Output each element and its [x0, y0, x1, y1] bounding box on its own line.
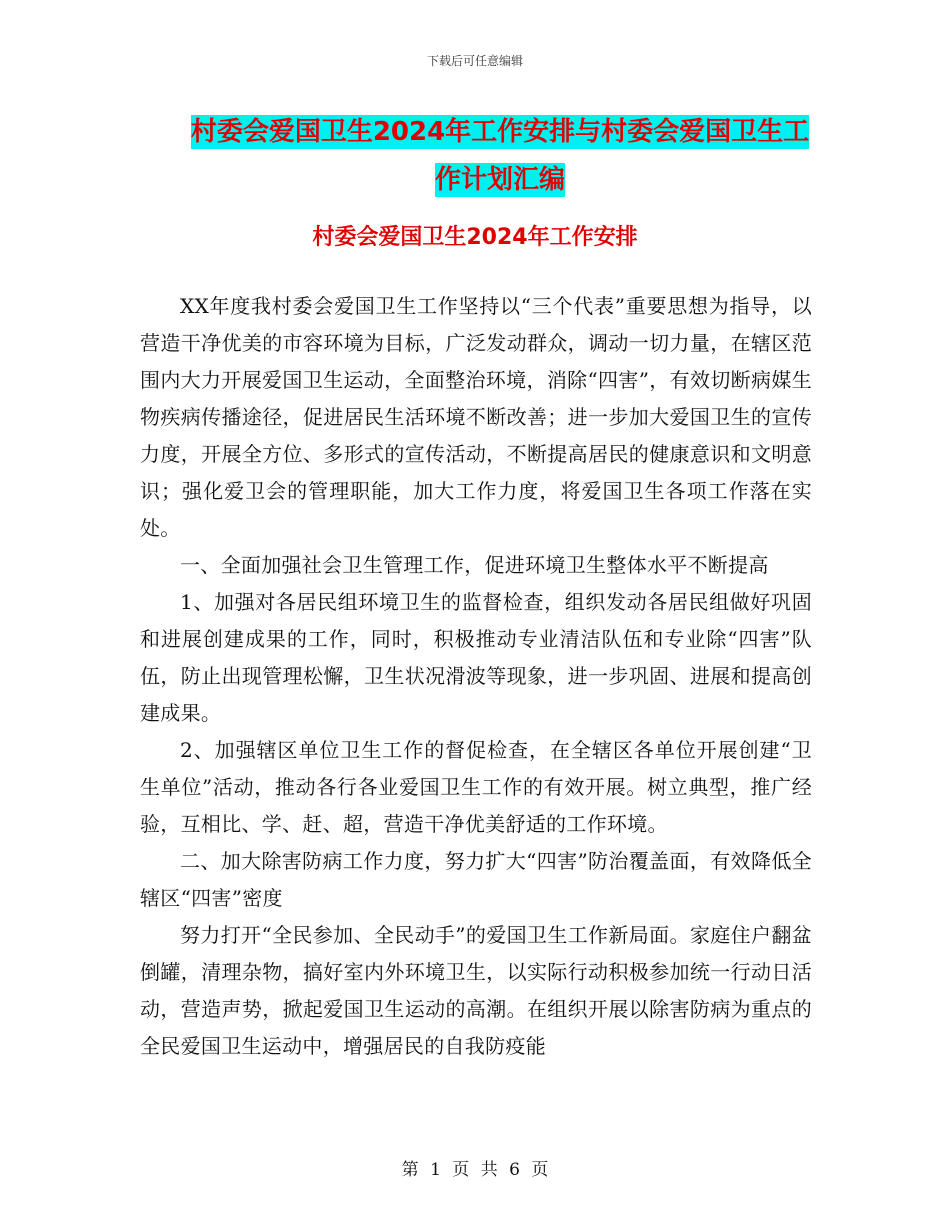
paragraph-intro: XX年度我村委会爱国卫生工作坚持以“三个代表”重要思想为指导，以营造干净优美的市容环境为目标，广泛发动群众，调动一切力量，在辖区范围内大力开展爱国卫生运动，全面整治环境，消除“四害”，有效切断病媒生物疾病传播途径，促进居民生活环境不断改善；进一步加大爱国卫生的宣传力度，开展全方位、多形式的宣传活动，不断提高居民的健康意识和文明意识；强化爱卫会的管理职能，加大工作力度，将爱国卫生各项工作落在实处。	[140, 294, 812, 540]
paragraph-heading-2: 二、加大除害防病工作力度，努力扩大“四害”防治覆盖面，有效降低全辖区“四害”密度	[140, 849, 812, 910]
paragraph-body: 努力打开“全民参加、全民动手”的爱国卫生工作新局面。家庭住户翻盆倒罐，清理杂物，搞好室内外环境卫生，以实际行动积极参加统一行动日活动，营造声势，掀起爱国卫生运动的高潮。在组织开展以除害防病为重点的全民爱国卫生运动中，增强居民的自我防疫能	[140, 923, 812, 1058]
page-number-footer: 第 1 页 共 6 页	[401, 1160, 549, 1180]
paragraph-heading-1: 一、全面加强社会卫生管理工作，促进环境卫生整体水平不断提高	[180, 553, 769, 577]
page-header-note: 下载后可任意编辑	[426, 54, 523, 68]
section-title: 村委会爱国卫生2024年工作安排	[312, 225, 638, 250]
document-title-line-2: 作计划汇编	[434, 165, 565, 195]
document-body	[140, 288, 812, 1065]
document-title	[140, 108, 860, 204]
document-title-line-1: 村委会爱国卫生2024年工作安排与村委会爱国卫生工	[190, 117, 810, 147]
paragraph-item-2: 2、加强辖区单位卫生工作的督促检查，在全辖区各单位开展创建“卫生单位”活动，推动各行各业爱国卫生工作的有效开展。树立典型，推广经验，互相比、学、赶、超，营造干净优美舒适的工作环境。	[140, 738, 812, 836]
paragraph-item-1: 1、加强对各居民组环境卫生的监督检查，组织发动各居民组做好巩固和进展创建成果的工作，同时，积极推动专业清洁队伍和专业除“四害”队伍，防止出现管理松懈，卫生状况滑波等现象，进一步巩固、进展和提高创建成果。	[140, 590, 812, 725]
